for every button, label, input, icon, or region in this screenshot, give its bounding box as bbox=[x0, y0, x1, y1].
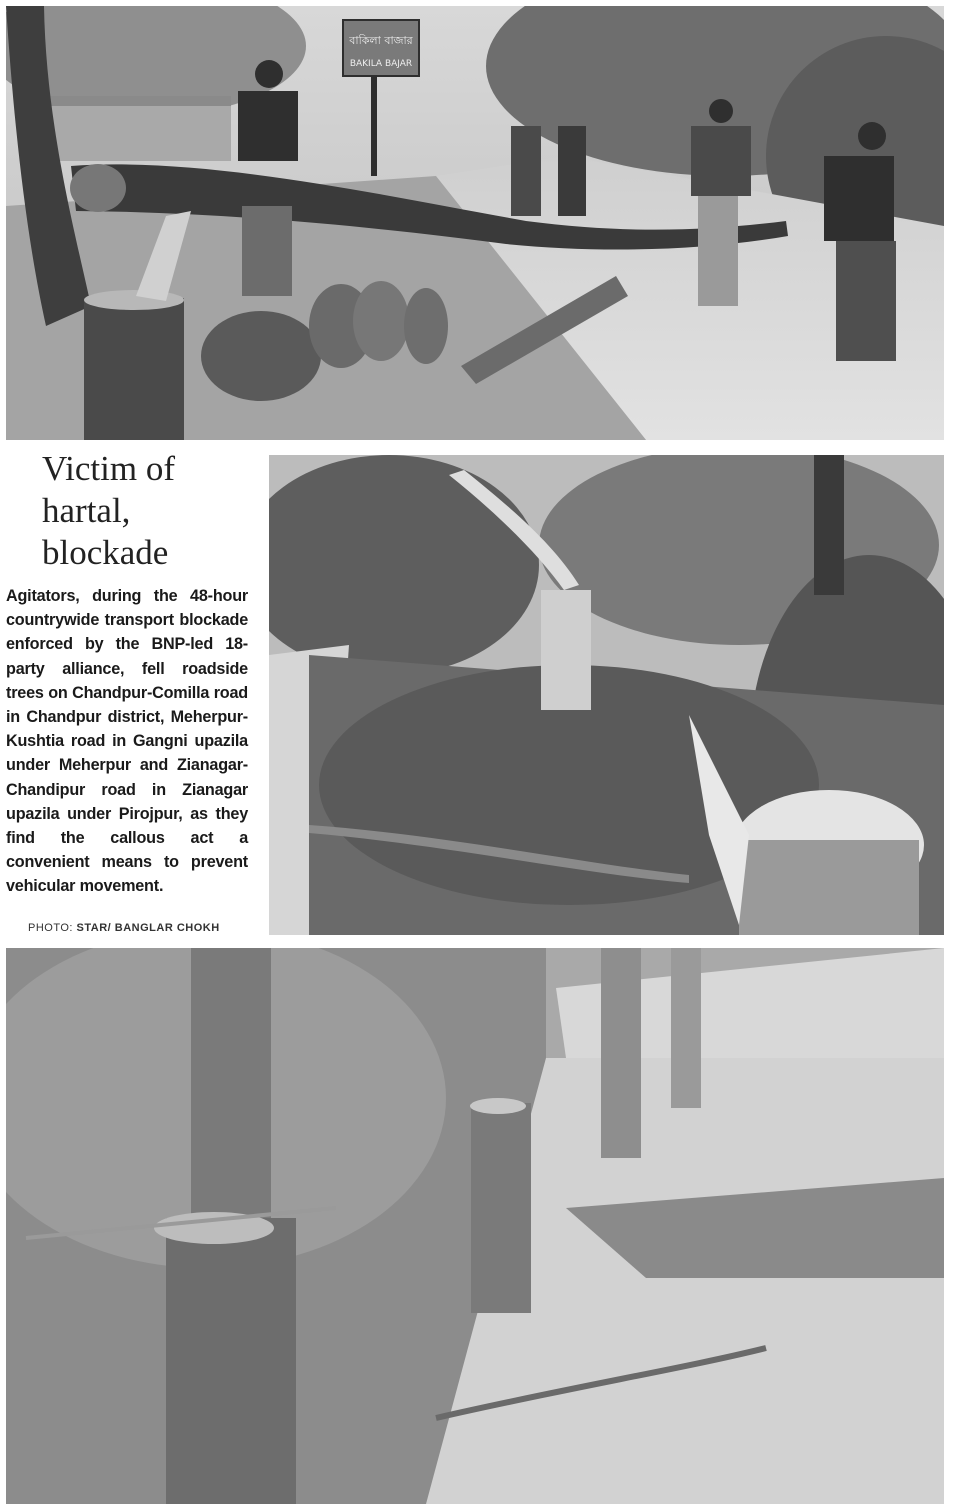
headline-line-2: hartal, bbox=[42, 491, 131, 530]
photo-felled-trees-road bbox=[6, 6, 944, 440]
photo-broken-tree-embankment-image bbox=[269, 455, 944, 935]
photo-credit-prefix: PHOTO: bbox=[28, 922, 73, 934]
sign-english-text: BAKILA BAJAR bbox=[349, 59, 413, 69]
headline-line-1: Victim of bbox=[42, 449, 176, 488]
sign-bengali-text: বাকিলা বাজার bbox=[349, 34, 413, 47]
photo-credit bbox=[28, 922, 220, 934]
headline-line-3: blockade bbox=[42, 533, 169, 572]
caption-text: Agitators, during the 48-hour countrywide transport blockade enforced by the BNP-led 18-party alliance, fell roadside trees on Chandpur-Comilla road in Chandpur district, Meherpur-Kushtia road in Gangni upazila under Meherpur and Zianagar-Chandipur road in Zianagar upazila under Pirojpur, as they find the callous act a convenient means to prevent vehicular movement. bbox=[6, 587, 248, 896]
photo-broken-tree-embankment bbox=[269, 455, 944, 935]
photo-tree-stumps-path-image bbox=[6, 948, 944, 1504]
photo-felled-trees-road-image bbox=[6, 6, 944, 440]
article-caption-block bbox=[6, 448, 248, 899]
headline bbox=[42, 448, 248, 574]
photo-credit-source: STAR/ BANGLAR CHOKH bbox=[76, 922, 220, 934]
photo-tree-stumps-path bbox=[6, 948, 944, 1504]
